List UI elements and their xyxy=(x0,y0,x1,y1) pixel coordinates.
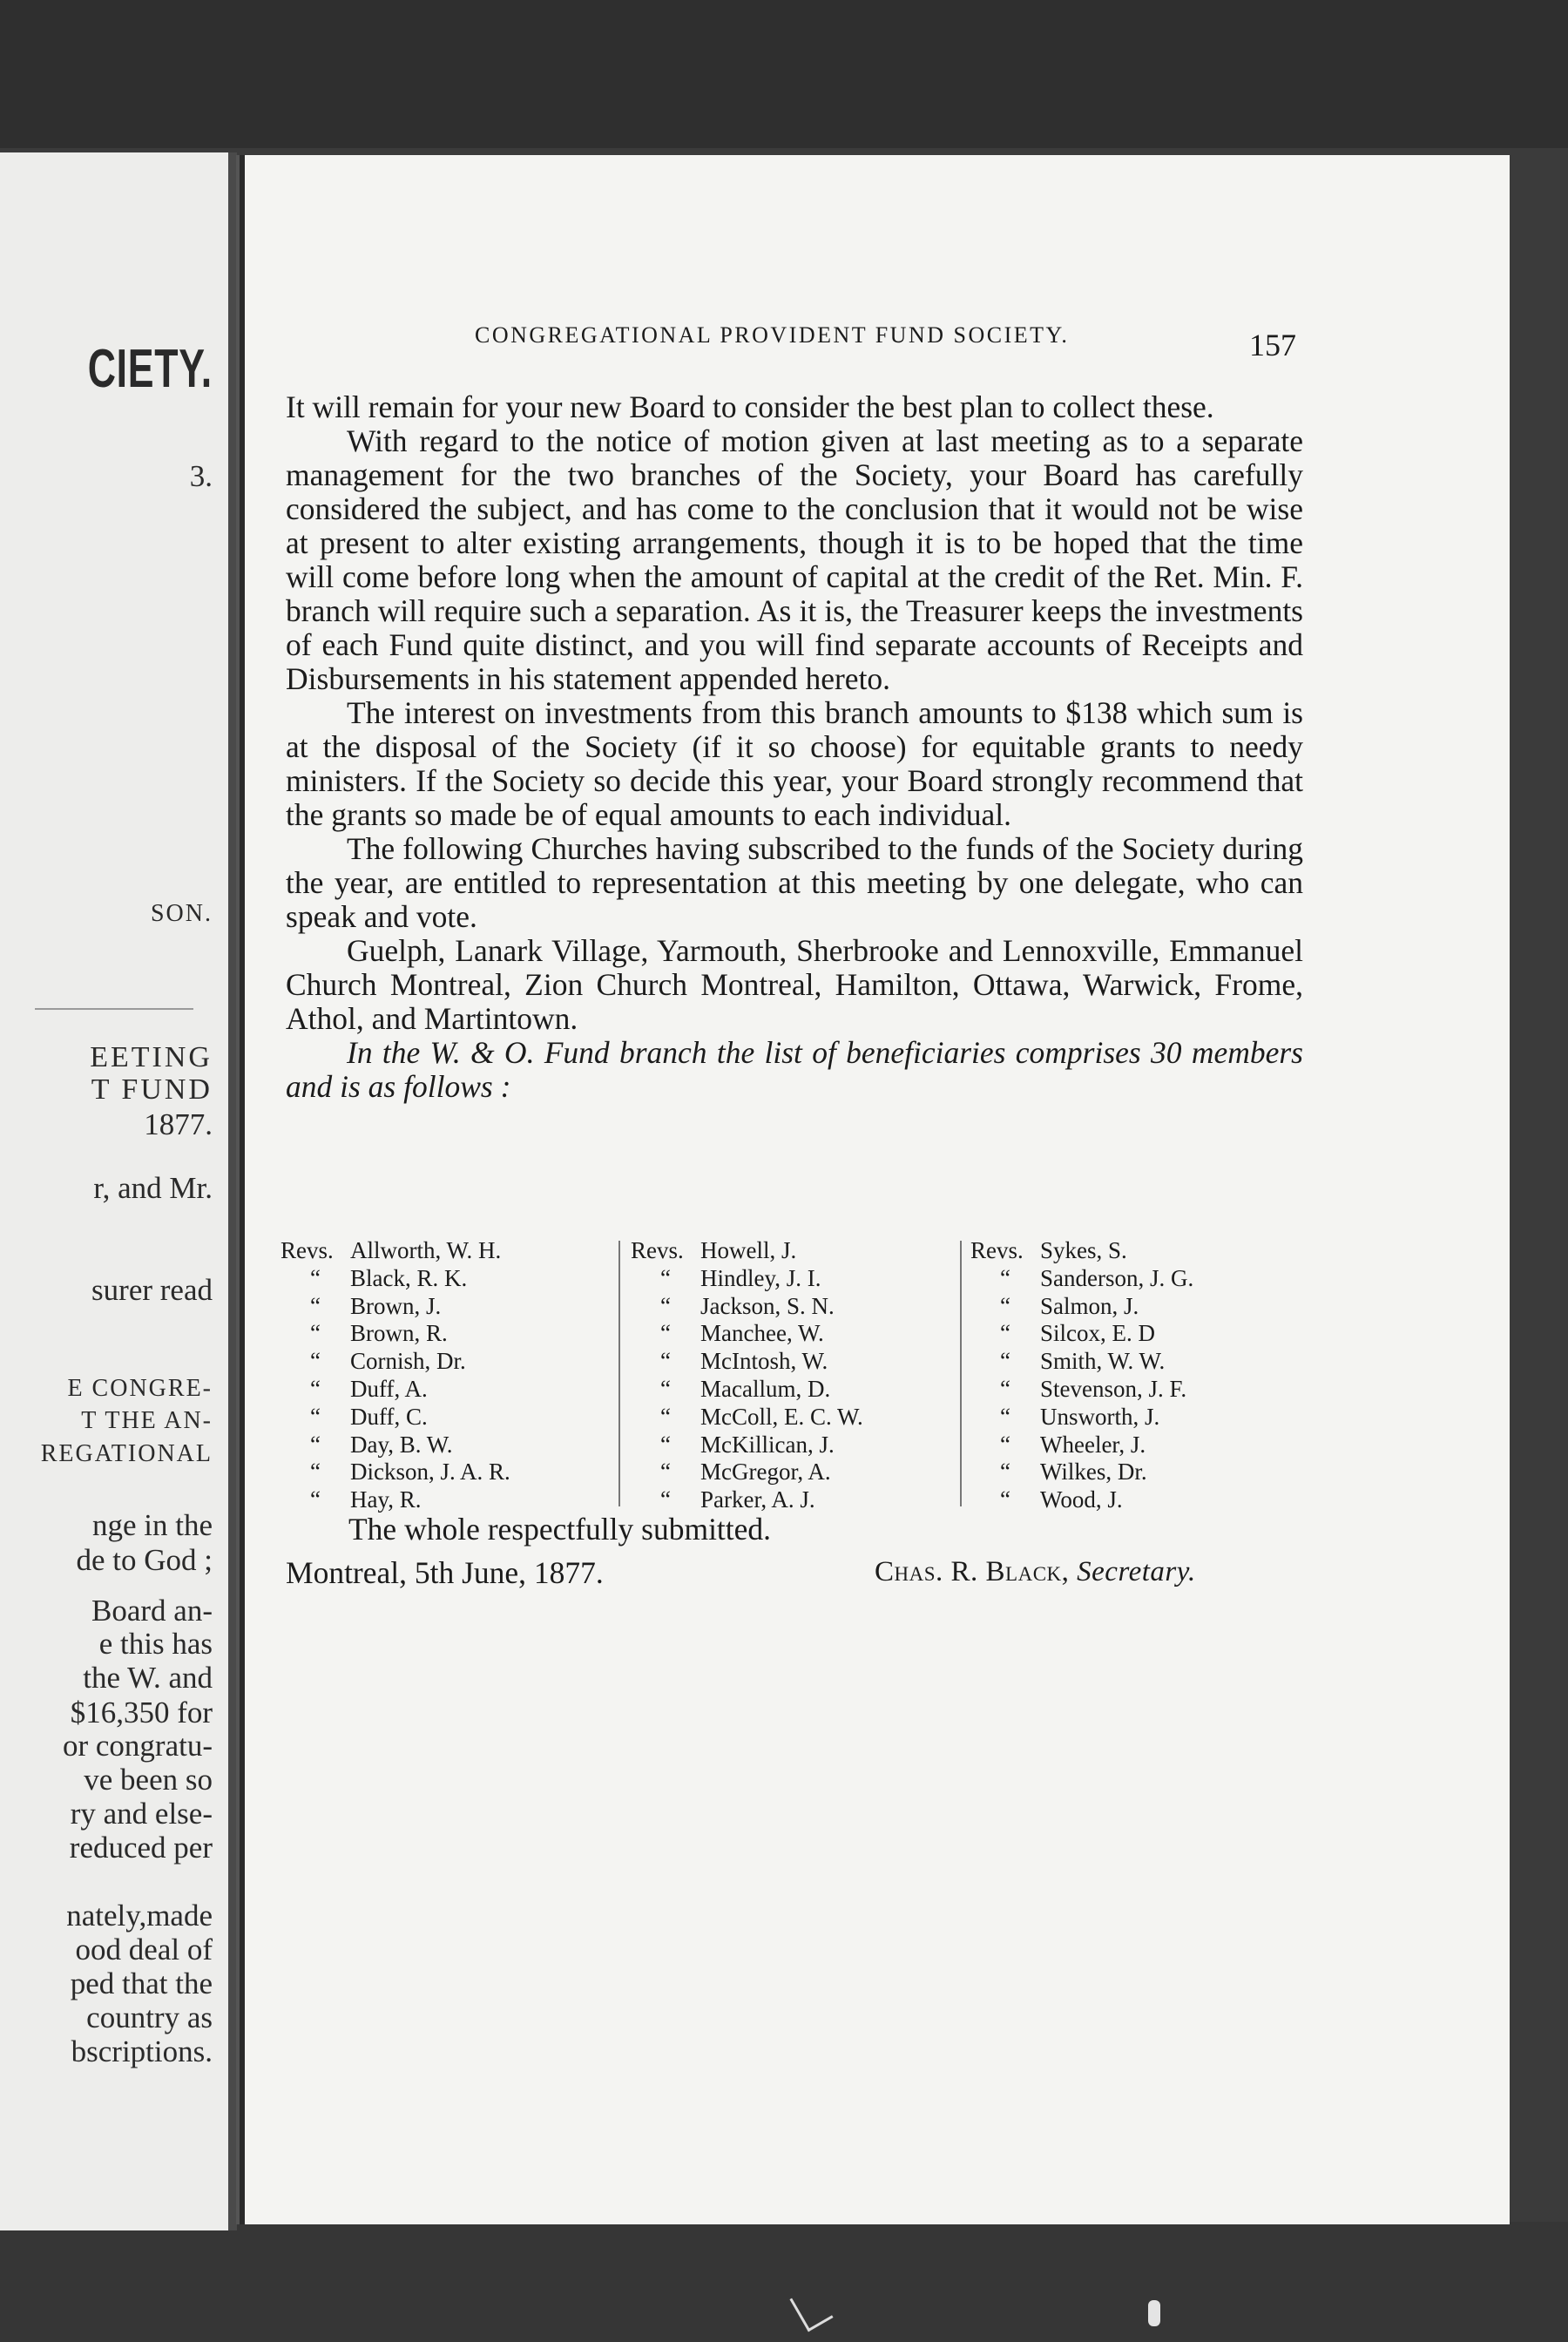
beneficiary-row xyxy=(631,1404,863,1432)
beneficiary-name: Wood, J. xyxy=(1040,1486,1123,1513)
beneficiary-column xyxy=(970,1237,1193,1514)
beneficiary-row xyxy=(970,1486,1193,1514)
ditto-mark: “ xyxy=(660,1375,671,1402)
beneficiary-row xyxy=(280,1348,510,1376)
left-page-fragment: ry and else- xyxy=(70,1797,213,1831)
ditto-mark: “ xyxy=(310,1431,321,1458)
left-page-fragment: SON. xyxy=(150,900,213,927)
beneficiary-name: Allworth, W. H. xyxy=(350,1237,502,1263)
beneficiary-name: McGregor, A. xyxy=(700,1459,831,1486)
scanner-background-top xyxy=(0,0,1568,148)
beneficiary-column xyxy=(631,1237,863,1514)
beneficiary-row xyxy=(970,1293,1193,1321)
beneficiary-name: Smith, W. W. xyxy=(1040,1348,1166,1375)
beneficiary-row xyxy=(631,1459,863,1486)
left-page-fragment: country as xyxy=(86,2000,213,2034)
beneficiary-name: Howell, J. xyxy=(700,1237,797,1263)
beneficiary-name: Black, R. K. xyxy=(350,1264,468,1291)
ditto-mark: “ xyxy=(310,1459,321,1486)
beneficiary-name: Brown, J. xyxy=(350,1292,442,1319)
beneficiary-name: Manchee, W. xyxy=(700,1320,824,1347)
beneficiary-row xyxy=(970,1320,1193,1348)
section-rule xyxy=(35,1008,193,1010)
left-page-fragment: E CONGRE- xyxy=(67,1375,213,1402)
beneficiary-row xyxy=(280,1293,510,1321)
left-page-fragment: nge in the xyxy=(91,1508,213,1542)
left-page-fragment: bscriptions. xyxy=(71,2034,213,2068)
paragraph-interest: The interest on investments from this branch amounts to $138 which sum is at the disposal of the Society (if it so choose) for equitable grants to needy ministers. If the Society so decide this year, your Board strongly recommend that the grants so made be of equal amounts to each individual. xyxy=(286,695,1303,832)
ditto-mark: “ xyxy=(660,1486,671,1513)
beneficiary-row xyxy=(970,1265,1193,1293)
ditto-mark: “ xyxy=(1000,1292,1010,1319)
closing-line: The whole respectfully submitted. xyxy=(348,1512,772,1547)
beneficiary-name: Silcox, E. D xyxy=(1040,1320,1155,1347)
beneficiary-name: Unsworth, J. xyxy=(1040,1403,1160,1430)
ditto-mark: “ xyxy=(310,1292,321,1319)
beneficiary-row xyxy=(280,1404,510,1432)
ditto-mark: “ xyxy=(1000,1348,1010,1375)
beneficiary-name: Hay, R. xyxy=(350,1486,422,1513)
beneficiary-row xyxy=(970,1376,1193,1404)
left-facing-page xyxy=(0,152,237,2230)
beneficiary-name: Wilkes, Dr. xyxy=(1040,1459,1147,1486)
beneficiary-row xyxy=(280,1237,510,1265)
beneficiary-row xyxy=(631,1432,863,1459)
beneficiary-row xyxy=(280,1320,510,1348)
ditto-mark: “ xyxy=(1000,1459,1010,1486)
paragraph-separate-management: With regard to the notice of motion given at last meeting as to a separate management for the two branches of the Society, your Board has carefully considered the subject, and has come to the conclusion that it would not be wise at present to alter existing arrangements, though it is to be hoped that the time will come before long when the amount of capital at the credit of the Ret. Min. F. branch will require such a separation. As it is, the Treasurer keeps the investments of each Fund quite distinct, and you will find separate accounts of Receipts and Disbursements in his statement appended hereto. xyxy=(286,423,1303,696)
beneficiary-name: Sanderson, J. G. xyxy=(1040,1264,1194,1291)
beneficiary-row xyxy=(631,1348,863,1376)
signature-name: Chas. R. Black, xyxy=(875,1556,1070,1587)
beneficiary-name: McColl, E. C. W. xyxy=(700,1403,863,1430)
beneficiary-name: McIntosh, W. xyxy=(700,1348,828,1375)
ditto-mark: “ xyxy=(660,1403,671,1430)
scanner-background-bottom xyxy=(0,2222,1568,2342)
ditto-mark: “ xyxy=(310,1403,321,1430)
page-number: 157 xyxy=(1249,328,1296,362)
ditto-mark: “ xyxy=(660,1292,671,1319)
revs-prefix: Revs. xyxy=(970,1237,1024,1263)
beneficiary-row xyxy=(970,1348,1193,1376)
beneficiary-name: Parker, A. J. xyxy=(700,1486,815,1513)
left-page-fragment: reduced per xyxy=(69,1831,213,1865)
left-page-fragment: or congratu- xyxy=(62,1729,213,1763)
ditto-mark: “ xyxy=(660,1320,671,1347)
beneficiary-row xyxy=(280,1376,510,1404)
left-page-fragment: e this has xyxy=(98,1627,213,1661)
column-divider xyxy=(618,1241,620,1506)
left-page-fragment: Board an- xyxy=(91,1594,213,1628)
ditto-mark: “ xyxy=(310,1375,321,1402)
ditto-mark: “ xyxy=(310,1320,321,1347)
beneficiary-name: Cornish, Dr. xyxy=(350,1348,466,1375)
beneficiary-row xyxy=(631,1237,863,1265)
left-page-fragment: surer read xyxy=(91,1273,213,1307)
beneficiaries-intro: In the W. & O. Fund branch the list of beneficiaries comprises 30 members and is as follows : xyxy=(286,1035,1303,1104)
ditto-mark: “ xyxy=(1000,1375,1010,1402)
paragraph-churches-list: Guelph, Lanark Village, Yarmouth, Sherbrooke and Lennoxville, Emmanuel Church Montreal, Zion Church Montreal, Hamilton, Ottawa, Warwick, Frome, Athol, and Martintown. xyxy=(286,933,1303,1036)
left-page-fragment: CIETY. xyxy=(87,339,213,399)
left-page-fragment: 1877. xyxy=(144,1107,213,1141)
beneficiary-row xyxy=(631,1320,863,1348)
left-page-fragment: T FUND xyxy=(91,1073,213,1106)
beneficiary-name: Sykes, S. xyxy=(1040,1237,1127,1263)
scan-mark xyxy=(1148,2300,1160,2326)
beneficiary-name: Macallum, D. xyxy=(700,1375,831,1402)
ditto-mark: “ xyxy=(1000,1320,1010,1347)
beneficiaries-table xyxy=(280,1237,1282,1525)
beneficiary-row xyxy=(280,1265,510,1293)
beneficiary-row xyxy=(280,1459,510,1486)
beneficiary-row xyxy=(970,1459,1193,1486)
left-page-fragment: T THE AN- xyxy=(81,1407,213,1434)
beneficiary-name: Jackson, S. N. xyxy=(700,1292,835,1319)
left-page-fragment: $16,350 for xyxy=(70,1696,213,1729)
left-page-fragment: EETING xyxy=(90,1041,213,1073)
left-page-fragment: REGATIONAL xyxy=(40,1440,213,1467)
beneficiary-row xyxy=(970,1237,1193,1265)
left-page-fragment: nately,made xyxy=(66,1899,213,1932)
paragraph-collect: It will remain for your new Board to consider the best plan to collect these. xyxy=(286,389,1214,424)
beneficiary-name: Wheeler, J. xyxy=(1040,1431,1146,1458)
beneficiary-row xyxy=(631,1265,863,1293)
ditto-mark: “ xyxy=(660,1348,671,1375)
beneficiary-name: Stevenson, J. F. xyxy=(1040,1375,1187,1402)
beneficiary-name: Duff, A. xyxy=(350,1375,428,1402)
beneficiary-row xyxy=(631,1293,863,1321)
paragraph-churches-intro: The following Churches having subscribed to the funds of the Society during the year, are entitled to representation at this meeting by one delegate, who can speak and vote. xyxy=(286,831,1303,934)
beneficiary-row xyxy=(970,1432,1193,1459)
signature-title: Secretary. xyxy=(1077,1556,1196,1587)
beneficiary-row xyxy=(970,1404,1193,1432)
left-page-fragment: ped that the xyxy=(70,1966,213,2000)
left-page-fragment: r, and Mr. xyxy=(93,1171,213,1205)
running-head: CONGREGATIONAL PROVIDENT FUND SOCIETY. xyxy=(475,322,1070,348)
beneficiary-name: Hindley, J. I. xyxy=(700,1264,821,1291)
beneficiary-column xyxy=(280,1237,510,1514)
beneficiary-name: Brown, R. xyxy=(350,1320,448,1347)
left-page-fragment: the W. and xyxy=(83,1661,213,1695)
ditto-mark: “ xyxy=(660,1459,671,1486)
beneficiary-row xyxy=(631,1376,863,1404)
beneficiary-name: Duff, C. xyxy=(350,1403,428,1430)
column-divider xyxy=(960,1241,962,1506)
beneficiary-name: Dickson, J. A. R. xyxy=(350,1459,510,1486)
beneficiary-row xyxy=(280,1432,510,1459)
left-page-fragment: 3. xyxy=(189,459,213,493)
signature xyxy=(875,1556,1196,1588)
revs-prefix: Revs. xyxy=(280,1237,334,1263)
ditto-mark: “ xyxy=(1000,1264,1010,1291)
body-text xyxy=(286,390,1303,1104)
ditto-mark: “ xyxy=(1000,1486,1010,1513)
ditto-mark: “ xyxy=(310,1348,321,1375)
date-line: Montreal, 5th June, 1877. xyxy=(286,1555,604,1590)
left-page-fragment: de to God ; xyxy=(76,1543,213,1577)
ditto-mark: “ xyxy=(1000,1403,1010,1430)
beneficiary-name: Day, B. W. xyxy=(350,1431,453,1458)
ditto-mark: “ xyxy=(1000,1431,1010,1458)
ditto-mark: “ xyxy=(660,1431,671,1458)
beneficiary-name: Salmon, J. xyxy=(1040,1292,1139,1319)
ditto-mark: “ xyxy=(310,1264,321,1291)
ditto-mark: “ xyxy=(310,1486,321,1513)
beneficiary-name: McKillican, J. xyxy=(700,1431,835,1458)
left-page-fragment: ve been so xyxy=(84,1763,213,1797)
ditto-mark: “ xyxy=(660,1264,671,1291)
left-page-fragment: ood deal of xyxy=(75,1932,213,1966)
revs-prefix: Revs. xyxy=(631,1237,684,1263)
